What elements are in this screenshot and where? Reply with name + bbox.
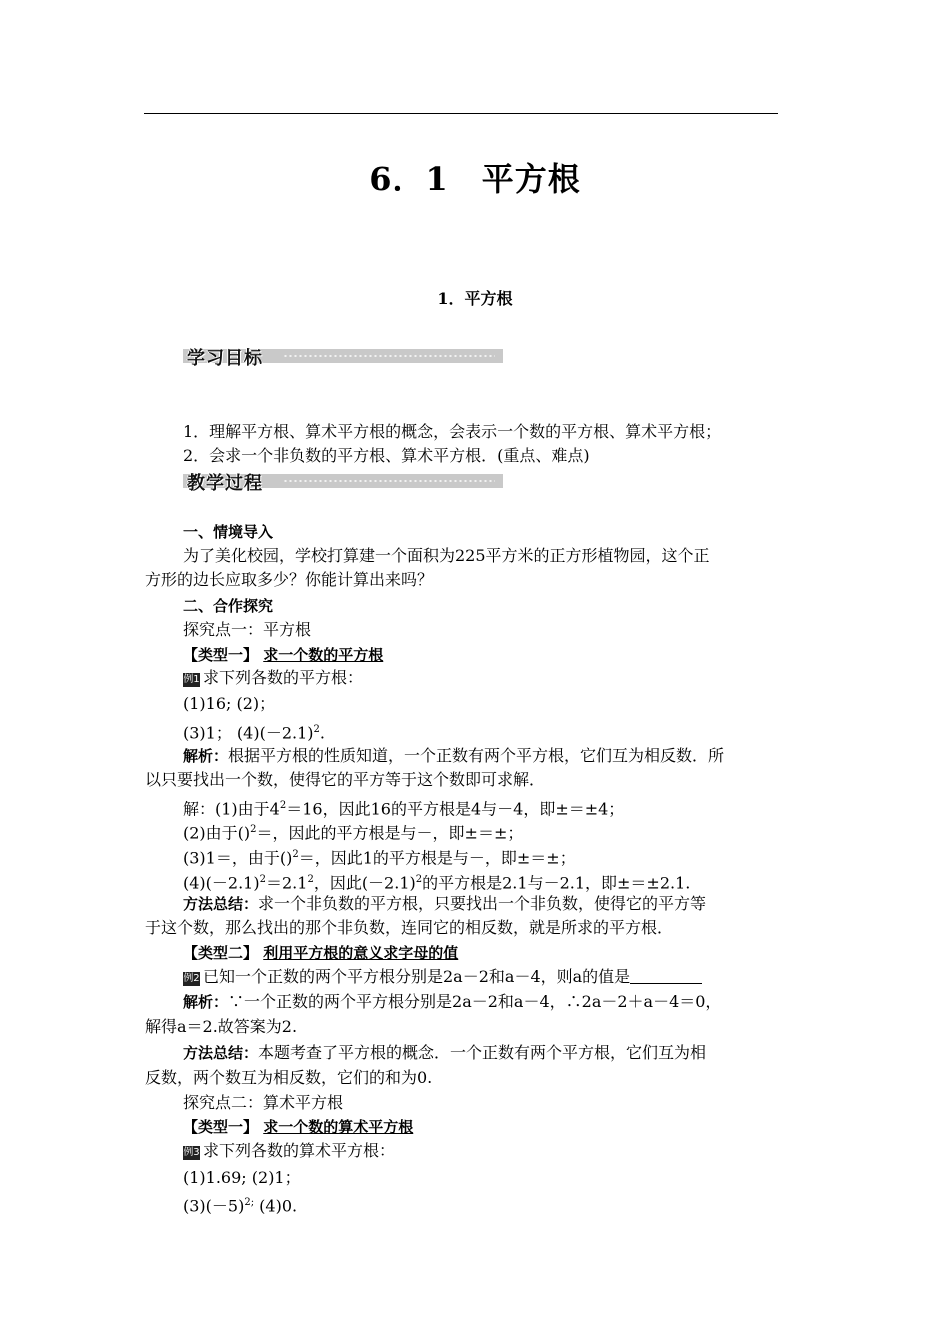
example-items: (1)16; (2)； — [183, 694, 276, 713]
example-badge: 例3 — [183, 1147, 200, 1158]
item-text: . — [319, 723, 325, 743]
exponent: 2 — [307, 874, 314, 885]
example-items — [183, 718, 325, 745]
intro-text: 方形的边长应取多少？你能计算出来吗？ — [145, 570, 434, 589]
method-text: 反数，两个数互为相反数，它们的和为0. — [145, 1068, 433, 1087]
analysis-1 — [183, 744, 724, 768]
method-text: 于这个数，那么找出的那个非负数，连同它的相反数，就是所求的平方根． — [145, 918, 674, 937]
analysis-label: 解析： — [183, 747, 229, 765]
exponent: 2 — [250, 824, 257, 835]
example-text: 求下列各数的算术平方根： — [203, 1141, 396, 1160]
method-summary-1 — [183, 892, 706, 916]
page-title: 6．1 平方根 — [369, 160, 581, 198]
learning-goals-banner — [183, 345, 503, 367]
goal-item: 1．理解平方根、算术平方根的概念，会表示一个数的平方根、算术平方根； — [183, 422, 722, 441]
analysis-2 — [183, 990, 721, 1014]
type-3-heading — [183, 1115, 413, 1139]
method-text: 本题考查了平方根的概念．一个正数有两个平方根，它们互为相 — [258, 1043, 707, 1062]
method-summary-2 — [183, 1041, 706, 1065]
exponent: 2 — [313, 724, 320, 735]
exponent: 2 — [292, 849, 299, 860]
solution-text: ＝16，因此16的平方根是4与－4，即±＝±4； — [286, 799, 625, 819]
header-rule — [144, 113, 778, 114]
banner-dots — [283, 355, 495, 357]
banner-label: 教学过程 — [187, 473, 263, 494]
method-text: 求一个非负数的平方根，只要找出一个非负数，使得它的平方等 — [258, 894, 707, 913]
section-subtitle: 1．平方根 — [437, 289, 513, 308]
item-text: (4)0. — [254, 1196, 298, 1216]
example-3 — [183, 1139, 395, 1163]
exponent: 2 — [415, 874, 423, 885]
solution-text: (4)(－2.1) — [183, 873, 260, 893]
type-1-heading — [183, 643, 383, 667]
type-title: 利用平方根的意义求字母的值 — [263, 944, 459, 962]
example-items — [183, 1191, 297, 1218]
solution-line — [183, 818, 523, 845]
intro-text: 为了美化校园，学校打算建一个面积为225平方米的正方形植物园，这个正 — [183, 546, 710, 565]
example-2 — [183, 965, 702, 989]
example-1 — [183, 666, 363, 690]
answer-blank — [630, 969, 702, 984]
method-label: 方法总结： — [183, 1044, 259, 1062]
solution-text: 的平方根是2.1与－2.1，即±＝±2.1. — [422, 873, 691, 893]
goal-item: 2．会求一个非负数的平方根、算术平方根．(重点、难点) — [183, 446, 590, 465]
solution-text: ，因此(－2.1) — [313, 873, 416, 893]
type-bracket: 【类型一】 — [183, 1118, 259, 1136]
type-bracket: 【类型二】 — [183, 944, 259, 962]
item-text: (3)1； (4)(－2.1) — [183, 723, 314, 743]
solution-line — [183, 843, 576, 870]
solution-text: (3)1＝，由于() — [183, 848, 293, 868]
analysis-label: 解析： — [183, 993, 229, 1011]
explore-point-1: 探究点一：平方根 — [183, 620, 312, 639]
analysis-text: ∵一个正数的两个平方根分别是2a－2和a－4，∴2a－2＋a－4＝0， — [228, 992, 722, 1011]
solution-text: 解：(1)由于4 — [183, 799, 280, 819]
section-heading-explore: 二、合作探究 — [183, 597, 274, 615]
analysis-text: 以只要找出一个数，使得它的平方等于这个数即可求解． — [145, 770, 546, 789]
section-heading-intro: 一、情境导入 — [183, 523, 274, 541]
example-badge: 例2 — [183, 973, 200, 984]
type-2-heading — [183, 941, 458, 965]
banner-dots — [283, 480, 495, 482]
solution-text: ＝，因此的平方根是与－，即±＝±； — [256, 823, 524, 843]
analysis-text: 根据平方根的性质知道，一个正数有两个平方根，它们互为相反数．所 — [228, 746, 725, 765]
exponent: 2 — [259, 874, 266, 885]
solution-text: (2)由于() — [183, 823, 251, 843]
type-title: 求一个数的平方根 — [263, 646, 384, 664]
method-label: 方法总结： — [183, 895, 259, 913]
example-text: 求下列各数的平方根： — [203, 668, 364, 687]
analysis-text: 解得a＝2.故答案为2. — [145, 1017, 298, 1036]
exponent: 2; — [244, 1197, 255, 1208]
teaching-process-banner — [183, 470, 503, 492]
exponent: 2 — [279, 800, 287, 811]
example-text: 已知一个正数的两个平方根分别是2a－2和a－4，则a的值是 — [203, 967, 631, 986]
example-items: (1)1.69; (2)1； — [183, 1168, 301, 1187]
solution-text: ＝2.1 — [265, 873, 308, 893]
type-bracket: 【类型一】 — [183, 646, 259, 664]
explore-point-2: 探究点二：算术平方根 — [183, 1093, 344, 1112]
item-text: (3)(－5) — [183, 1196, 245, 1216]
type-title: 求一个数的算术平方根 — [263, 1118, 414, 1136]
example-badge: 例1 — [183, 674, 200, 685]
banner-label: 学习目标 — [187, 348, 263, 369]
solution-text: ＝，因此1的平方根是与－，即±＝±； — [298, 848, 576, 868]
